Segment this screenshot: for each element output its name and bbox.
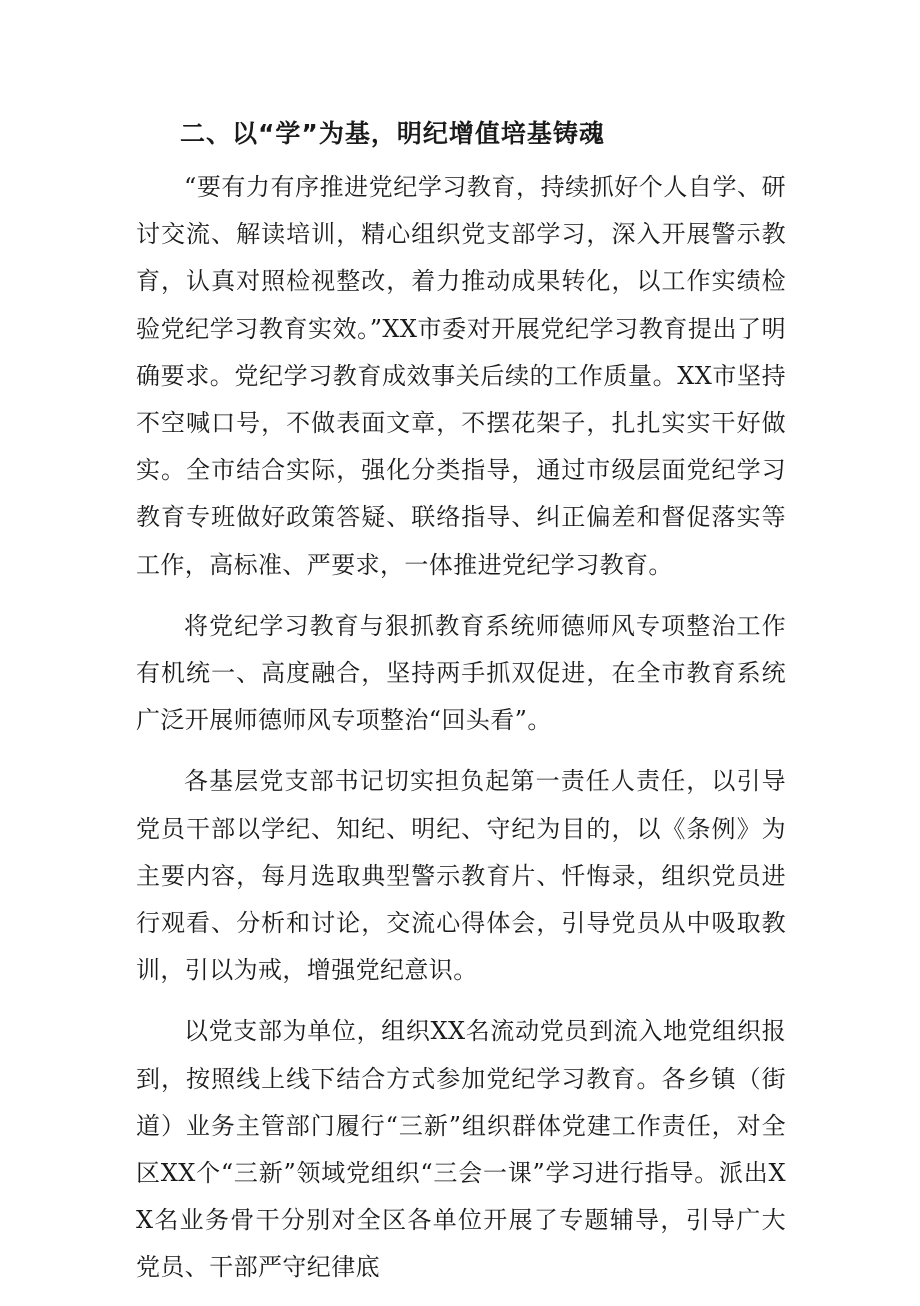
section-heading: 二、以“学”为基，明纪增值培基铸魂 bbox=[180, 119, 605, 148]
paragraph-4: 以党支部为单位，组织XX名流动党员到流入地党组织报到，按照线上线下结合方式参加党纪学习教育。各乡镇（街道）业务主管部门履行“三新”组织群体党建工作责任，对全区XX个“三新”领域党组织“三会一课”学习进行指导。派出XX名业务骨干分别对全区各单位开展了专题辅导，引导广大党员、干部严守纪律底 bbox=[136, 1017, 786, 1282]
paragraph-2: 将党纪学习教育与狠抓教育系统师德师风专项整治工作有机统一、高度融合，坚持两手抓双促进，在全市教育系统广泛开展师德师风专项整治“回头看”。 bbox=[136, 611, 786, 735]
document-body bbox=[136, 164, 786, 1306]
paragraph-1: “要有力有序推进党纪学习教育，持续抓好个人自学、研讨交流、解读培训，精心组织党支部学习，深入开展警示教育，认真对照检视整改，着力推动成果转化，以工作实绩检验党纪学习教育实效。”XX市委对开展党纪学习教育提出了明确要求。党纪学习教育成效事关后续的工作质量。XX市坚持不空喊口号，不做表面文章，不摆花架子，扎扎实实干好做实。全市结合实际，强化分类指导，通过市级层面党纪学习教育专班做好政策答疑、联络指导、纠正偏差和督促落实等工作，高标准、严要求，一体推进党纪学习教育。 bbox=[136, 173, 786, 579]
paragraph-3: 各基层党支部书记切实担负起第一责任人责任，以引导党员干部以学纪、知纪、明纪、守纪为目的，以《条例》为主要内容，每月选取典型警示教育片、忏悔录，组织党员进行观看、分析和讨论，交流心得体会，引导党员从中吸取教训，引以为戒，增强党纪意识。 bbox=[136, 767, 786, 985]
